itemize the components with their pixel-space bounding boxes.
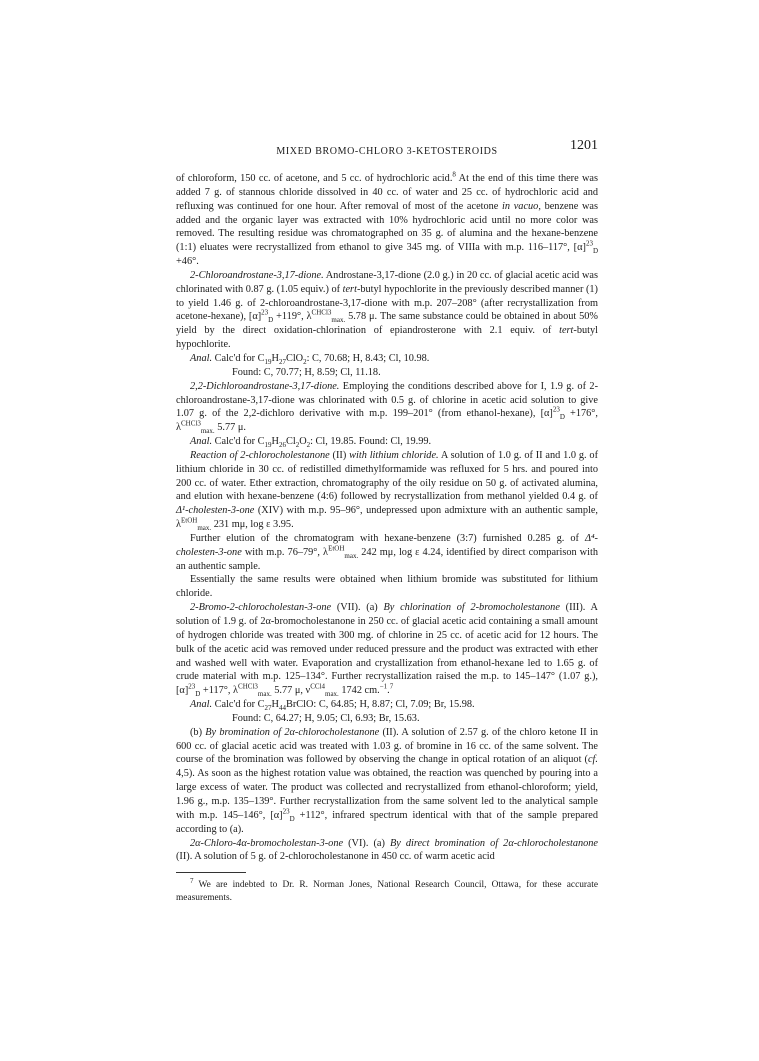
- paragraph-dichloroandrostanedione: 2,2-Dichloroandrostane-3,17-dione. Employing the conditions described above for I, 1.9 g. of 2-chloroandrostane-3,17-dione was chlorinated with 0.5 g. of chlorine in acetic acid solution to give 1.07 g. of the 2,2-dichloro derivative with m.p. 199–201° (from ethanol-hexane), $[\alpha]^{23}_D +176^\circ$, $\lambda^{CHCl3}_{max.}$ 5.77 μ.: [176, 380, 598, 436]
- paragraph-chloroandrostanedione: 2-Chloroandrostane-3,17-dione. Androstane-3,17-dione (2.0 g.) in 20 cc. of glacial acetic acid was chlorinated with 0.87 g. (1.05 equiv.) of tert-butyl hypochlorite in the previously described manner (1) to yield 1.46 g. of 2-chloroandrostane-3,17-dione with m.p. 207–208° (after recrystallization from acetone-hexane), $[\alpha]^{23}_D +119^\circ$, $\lambda^{CHCl3}_{max.}$ 5.78 μ. The same substance could be obtained in about 50% yield by the direct oxidation-chlorination of epiandrosterone with 2.1 equiv. of tert-butyl hypochlorite.: [176, 269, 598, 351]
- paragraph-continuation: of chloroform, 150 cc. of acetone, and 5 cc. of hydrochloric acid.$^8$ At the end of this time there was added 7 g. of stannous chloride dissolved in 40 cc. of water and 25 cc. of hydrochloric acid and refluxing was continued for one hour. After removal of most of the acetone in vacuo, benzene was added and the organic layer was extracted with 10% hydrochloric acid until no more color was removed. The resulting residue was chromatographed on 35 g. of alumina and the hexane-benzene (1:1) eluates were recrystallized from ethanol to give 345 mg. of VIIIa with m.p. 116–117°, $[\alpha]^{23}_D +46^\circ$.: [176, 170, 599, 268]
- analysis-calc-1: Anal. Calc'd for $C_{19}H_{27}ClO_2$: C, 70.68; H, 8.43; Cl, 10.98.: [190, 352, 430, 367]
- page-header: [176, 139, 598, 161]
- page-number: 1201: [570, 138, 598, 153]
- paragraph-bromination-chlorocholestanone: (b) By bromination of 2α-chlorocholestanone (II). A solution of 2.57 g. of the chloro ketone II in 600 cc. of glacial acetic acid was treated with 1.03 g. of bromine in 16 cc. of the same solvent. The course of the bromination was followed by observing the change in optical rotation of an aliquot (cf. 4,5). As soon as the highest rotation value was obtained, the reaction was quenched by pouring into a large excess of water. The product was collected and recrystallized from ethanol-chloroform; yield, 1.96 g., m.p. 135–139°. Further recrystallization from the same solvent led to the analytical sample with m.p. 145–146°, $[\alpha]^{23}_D +112^\circ$, infrared spectrum identical with that of the sample prepared according to (a).: [176, 726, 598, 835]
- analysis-found-1: Found: C, 70.77; H, 8.59; Cl, 11.18.: [232, 366, 381, 378]
- paragraph-lithium-chloride-reaction: Reaction of 2-chlorocholestanone (II) with lithium chloride. A solution of 1.0 g. of II and 1.0 g. of lithium chloride in 30 cc. of redistilled dimethylformamide was refluxed for 5 hrs. and poured into 200 cc. of water. Ether extraction, chromatography of the oily residue on 50 g. of activated alumina, and elution with hexane-benzene (4:6) followed by recrystallization from methanol yielded 0.4 g. of Δ¹-cholesten-3-one (XIV) with m.p. 95–96°, undepressed upon admixture with an authentic sample, $\lambda^{EtOH}_{max.}$ 231 mμ, log ε 3.95.: [176, 449, 598, 533]
- page: [176, 139, 598, 904]
- paragraph-bromochlorocholestanone: 2-Bromo-2-chlorocholestan-3-one (VII). (a) By chlorination of 2-bromocholestanone (III). A solution of 1.9 g. of 2α-bromocholestanone in 250 cc. of glacial acetic acid containing a small amount of hydrogen chloride was treated with 300 mg. of chlorine in 25 cc. of acetic acid for 12 hours. The bulk of the acetic acid was removed under reduced pressure and the product was extracted with ether and washed well with water. Evaporation and crystallization from ethanol-hexane led to 1.65 g. of crude material with m.p. 125–134°. Further recrystallization raised the m.p. to 145–147° (1.07 g.), $[\alpha]^{23}_D +117^\circ$, $\lambda^{CHCl3}_{max.}$ 5.77 μ, $\nu^{CCl4}_{max.}$ 1742 cm.$^{-1}$.$^7$: [176, 602, 598, 699]
- footnote: $^7$ We are indebted to Dr. R. Norman Jones, National Research Council, Ottawa, for these accurate measurements.: [176, 877, 598, 903]
- running-title: MIXED BROMO-CHLORO 3-KETOSTEROIDS: [276, 146, 498, 157]
- paragraph-further-elution: Further elution of the chromatogram with hexane-benzene (3:7) furnished 0.285 g. of Δ⁴-cholesten-3-one with m.p. 76–79°, $\lambda^{EtOH}_{max.}$ 242 mμ, log ε 4.24, identified by direct comparison with an authentic sample.: [176, 532, 598, 572]
- paragraph-chloro-bromocholestanone: 2α-Chloro-4α-bromocholestan-3-one (VI). (a) By direct bromination of 2α-chlorocholestanone (II). A solution of 5 g. of 2-chlorocholestanone in 450 cc. of warm acetic acid: [176, 837, 598, 863]
- analysis-found-3: Found: C, 64.27; H, 9.05; Cl, 6.93; Br, 15.63.: [232, 712, 420, 724]
- analysis-calc-2: Anal. Calc'd for $C_{19}H_{26}Cl_2O_2$: Cl, 19.85. Found: Cl, 19.99.: [190, 436, 432, 450]
- paragraph-lithium-bromide: Essentially the same results were obtained when lithium bromide was substituted for lithium chloride.: [176, 574, 598, 600]
- analysis-calc-3: Anal. Calc'd for $C_{27}H_{44}BrClO$: C, 64.85; H, 8.87; Cl, 7.09; Br, 15.98.: [190, 699, 475, 713]
- footnote-divider: [176, 872, 246, 873]
